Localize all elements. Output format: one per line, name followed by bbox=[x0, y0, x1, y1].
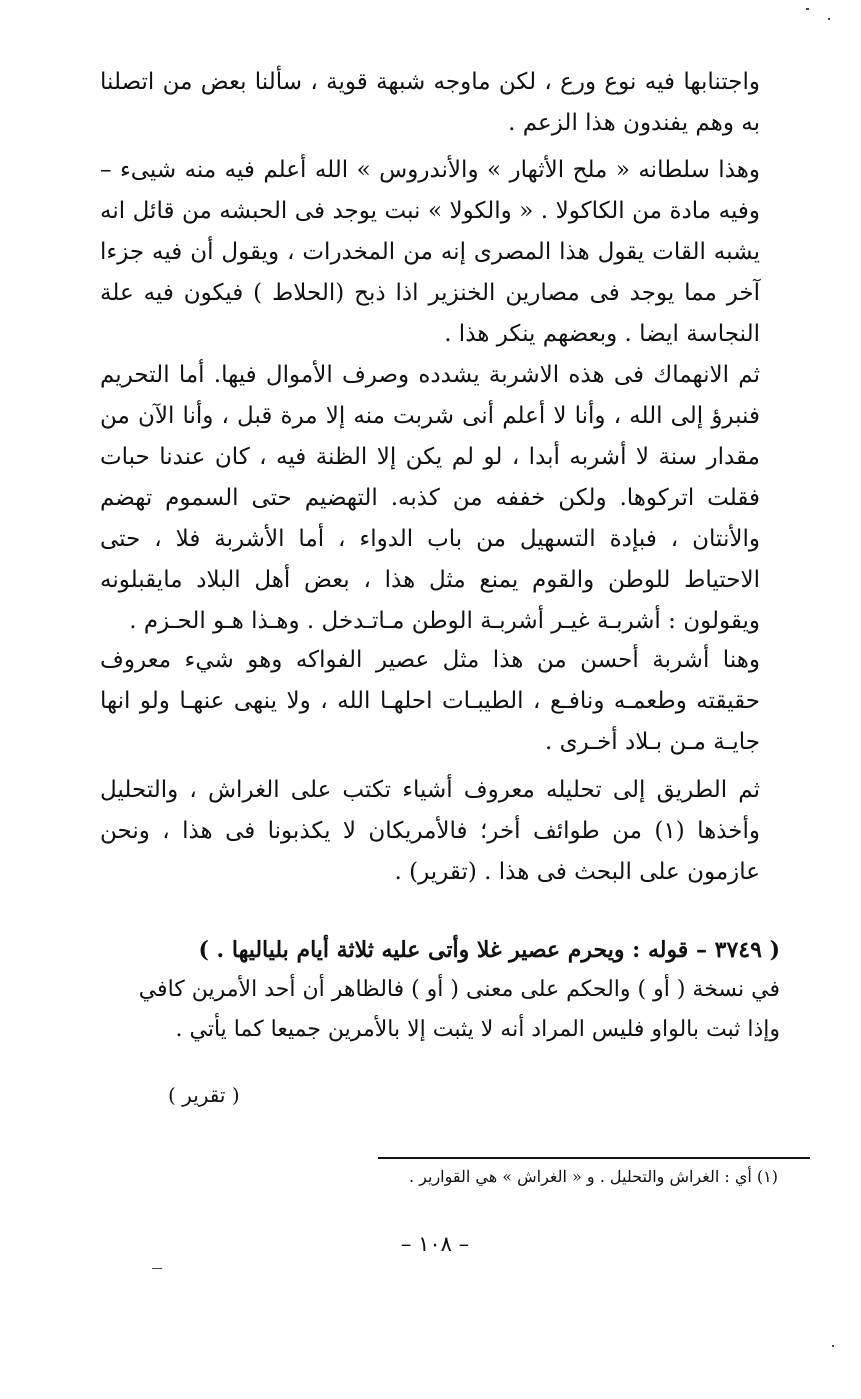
paragraph-5: ثم الطريق إلى تحليله معروف أشياء تكتب على الغراش ، والتحليل وأخذها (١) من طوائف أخر؛ فالأمريكان لا يكذبونا فى هذا ، ونحن عازمون على البحث فى هذا . (تقرير) . bbox=[100, 777, 760, 885]
paragraph-2: وهذا سلطانه « ملح الأثهار » والأندروس » الله أعلم فيه منه شيىء – وفيه مادة من الكاكولا . « والكولا » نبت يوجد فى الحبشه من قائل انه يشبه القات يقول هذا المصرى إنه من المخدرات ، ويقول أن فيه جزءا آخر مما يوجد فى مصارين الخنزير اذا ذبح (الحلاط ) فيكون فيه علة النجاسة ايضا . وبعضهم ينكر هذا . bbox=[100, 157, 760, 347]
commentary-heading: ( ٣٧٤٩ – قوله : ويحرم عصير غلا وأتى عليه ثلاثة أيام بلياليها . ) bbox=[198, 937, 780, 963]
commentary-line-2: في نسخة ( أو ) والحكم على معنى ( أو ) فالظاهر أن أحد الأمرين كافي bbox=[138, 977, 780, 1002]
scan-speck bbox=[832, 1345, 834, 1347]
scan-speck bbox=[828, 18, 830, 20]
scan-speck bbox=[152, 1268, 162, 1269]
commentary-line-3: وإذا ثبت بالواو فليس المراد أنه لا يثبت إلا بالأمرين جميعا كما يأتي . bbox=[175, 1017, 780, 1042]
scan-speck bbox=[806, 8, 809, 10]
footnote-divider bbox=[378, 1157, 810, 1159]
footnote: (١) أي : الغراش والتحليل . و « الغراش » هي القوارير . bbox=[409, 1167, 778, 1186]
paragraph-3: ثم الانهماك فى هذه الاشربة يشدده وصرف الأموال فيها. أما التحريم فنبرؤ إلى الله ، وأنا لا أعلم أنى شربت منه إلا مرة قبل ، وأنا الآن من مقدار سنة لا أشربه أبدا ، لو لم يكن إلا الظنة فيه ، كان عندنا حبات فقلت اتركوها. ولكن خففه من كذبه. التهضيم حتى السموم تهضم والأنتان ، فبإدة التسهيل من باب الدواء ، أما الأشربة فلا ، حتى الاحتياط للوطن والقوم يمنع مثل هذا ، بعض أهل البلاد مايقبلونه ويقولون : أشربـة غيـر أشربـة الوطن مـاتـدخل . وهـذا هـو الحـزم . bbox=[100, 362, 760, 634]
page-number: – ١٠٨ – bbox=[400, 1232, 470, 1256]
commentary-signature: ( تقرير ) bbox=[168, 1083, 240, 1107]
paragraph-1: واجتنابها فيه نوع ورع ، لكن ماوجه شبهة قوية ، سألنا بعض من اتصلنا به وهم يفندون هذا الزعم . bbox=[100, 69, 760, 136]
commentary-block bbox=[138, 930, 780, 1050]
paragraph-4: وهنا أشربة أحسن من هذا مثل عصير الفواكه وهو شيء معروف حقيقته وطعمـه ونافـع ، الطيبـات احلهـا الله ، ولا ينهى عنهـا ولو انها جايـة مـن بـلاد أخـرى . bbox=[100, 647, 760, 755]
